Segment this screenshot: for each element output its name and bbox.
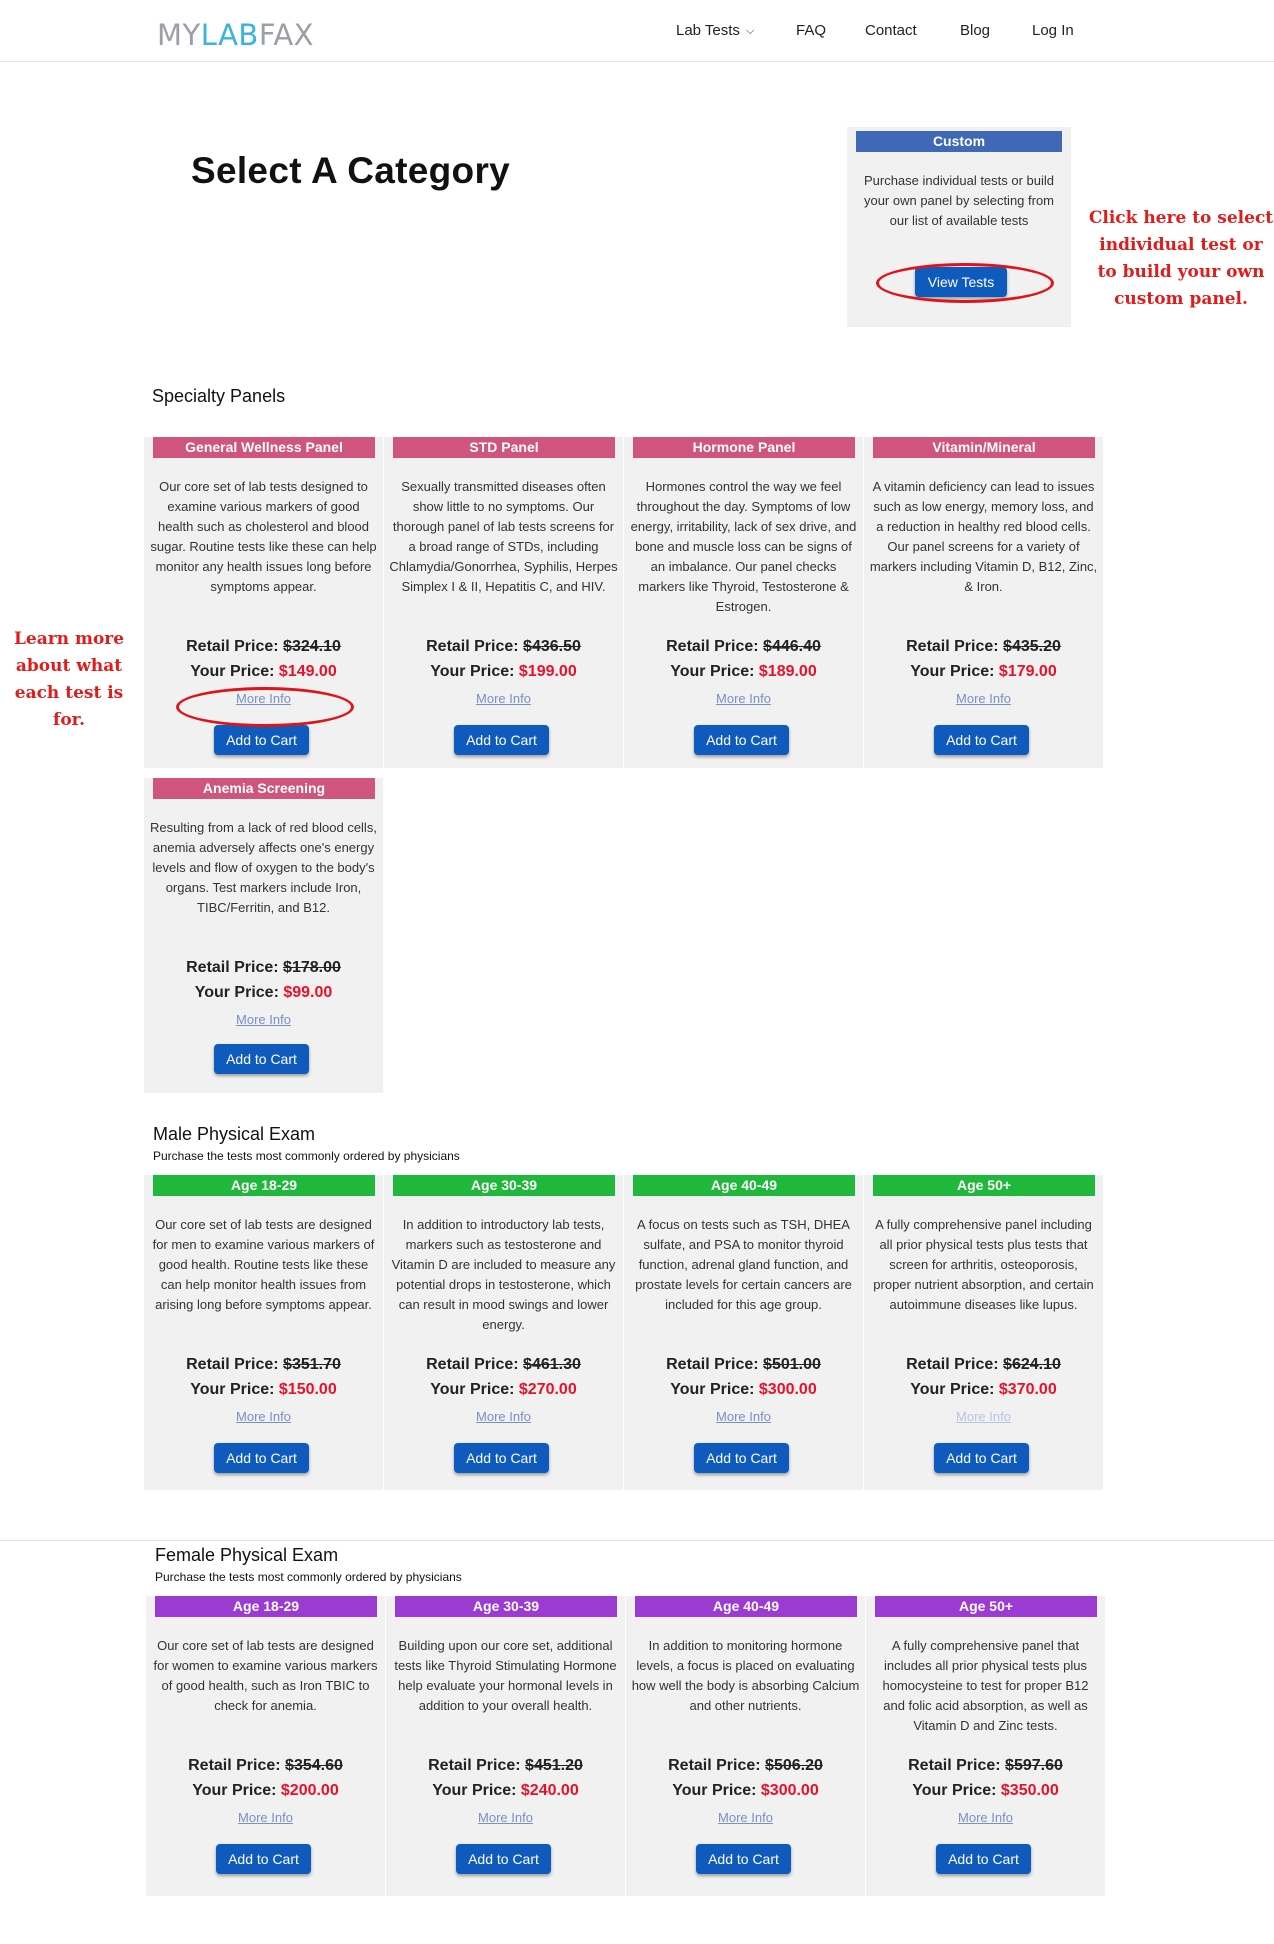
card-description: Sexually transmitted diseases often show little to no symptoms. Our thorough panel of lab tests screens for a broad range of STDs, including Chlamydia/Gonorrhea, Syphilis, Herpes Simplex I & II, Hepatitis C, and HIV. xyxy=(389,479,618,594)
more-info-link[interactable]: More Info xyxy=(478,1810,533,1825)
card-anemia-screening xyxy=(144,778,383,1093)
retail-price xyxy=(864,638,1103,656)
your-price-value: $200.00 xyxy=(280,1782,339,1799)
retail-price xyxy=(144,638,383,656)
retail-price-value: $446.40 xyxy=(763,638,821,655)
your-price-value: $199.00 xyxy=(518,663,577,680)
logo-part-lab: LAB xyxy=(200,18,259,52)
nav-log-in[interactable]: Log In xyxy=(1032,22,1074,39)
card-title: Age 40-49 xyxy=(635,1596,857,1617)
card-title: Age 50+ xyxy=(873,1175,1095,1196)
add-to-cart-wrap xyxy=(934,1443,1029,1473)
retail-price-value: $436.50 xyxy=(523,638,581,655)
retail-price-value: $451.20 xyxy=(525,1757,583,1774)
your-price-label: Your Price: xyxy=(194,984,279,1001)
more-info-link[interactable]: More Info xyxy=(958,1810,1013,1825)
card-description: In addition to introductory lab tests, markers such as testosterone and Vitamin D are included to measure any potential drops in testosterone, which can result in mood swings and lower energy. xyxy=(391,1217,616,1332)
card-description: Our core set of lab tests are designed for men to examine various markers of good health. Routine tests like these can help monitor health issues from arising long before symptoms appear. xyxy=(152,1217,375,1312)
retail-price xyxy=(624,1356,863,1374)
card-female-age-50-plus xyxy=(866,1596,1105,1896)
view-tests-button-wrap xyxy=(915,267,1007,297)
your-price-label: Your Price: xyxy=(432,1782,517,1799)
add-to-cart-button[interactable]: Add to Cart xyxy=(696,1844,791,1874)
card-title: Age 18-29 xyxy=(153,1175,375,1196)
site-header xyxy=(0,0,1274,62)
add-to-cart-button[interactable]: Add to Cart xyxy=(214,725,309,755)
retail-price-value: $435.20 xyxy=(1003,638,1061,655)
retail-price xyxy=(626,1757,865,1775)
add-to-cart-wrap xyxy=(456,1844,551,1874)
card-description: A vitamin deficiency can lead to issues such as low energy, memory loss, and a reduction in healthy red blood cells. Our panel screens for a variety of markers including Vitamin D, B12, Zinc, & Iron. xyxy=(869,479,1098,594)
retail-price-label: Retail Price: xyxy=(906,1356,999,1373)
card-description: Our core set of lab tests designed to examine various markers of good health such as cholesterol and blood sugar. Routine tests like these can help monitor any health issues long before symptoms appear. xyxy=(150,479,377,594)
card-hormone-panel xyxy=(624,437,863,768)
add-to-cart-button[interactable]: Add to Cart xyxy=(214,1443,309,1473)
female-exam-title: Female Physical Exam xyxy=(155,1545,339,1565)
nav-blog[interactable]: Blog xyxy=(960,22,991,39)
retail-price xyxy=(864,1356,1103,1374)
card-description: Resulting from a lack of red blood cells, anemia adversely affects one's energy levels and flow of oxygen to the body's organs. Test markers include Iron, TIBC/Ferritin, and B12. xyxy=(150,820,377,915)
card-description: A focus on tests such as TSH, DHEA sulfate, and PSA to monitor thyroid function, adrenal gland function, and prostate levels for certain cancers are included for this age group. xyxy=(635,1217,852,1312)
add-to-cart-wrap xyxy=(214,1044,309,1074)
add-to-cart-wrap xyxy=(214,725,309,755)
retail-price-value: $461.30 xyxy=(523,1356,581,1373)
retail-price-value: $351.70 xyxy=(283,1356,341,1373)
card-male-age-40-49 xyxy=(624,1175,863,1490)
your-price xyxy=(864,663,1103,681)
retail-price-label: Retail Price: xyxy=(668,1757,761,1774)
more-info-link[interactable]: More Info xyxy=(718,1810,773,1825)
retail-price xyxy=(144,1356,383,1374)
your-price xyxy=(864,1381,1103,1399)
add-to-cart-wrap xyxy=(216,1844,311,1874)
retail-price-label: Retail Price: xyxy=(426,1356,519,1373)
add-to-cart-button[interactable]: Add to Cart xyxy=(456,1844,551,1874)
card-vitamin-mineral xyxy=(864,437,1103,768)
retail-price-label: Retail Price: xyxy=(188,1757,281,1774)
your-price-value: $350.00 xyxy=(1000,1782,1059,1799)
retail-price-value: $324.10 xyxy=(283,638,341,655)
your-price xyxy=(386,1782,625,1800)
card-description: Building upon our core set, additional tests like Thyroid Stimulating Hormone help evaluate your hormonal levels in addition to your overall health. xyxy=(394,1638,617,1713)
retail-price-value: $506.20 xyxy=(765,1757,823,1774)
add-to-cart-button[interactable]: Add to Cart xyxy=(454,725,549,755)
card-title: Anemia Screening xyxy=(153,778,375,799)
retail-price xyxy=(146,1757,385,1775)
card-title: Age 18-29 xyxy=(155,1596,377,1617)
retail-price-label: Retail Price: xyxy=(666,638,759,655)
more-info-link[interactable]: More Info xyxy=(956,691,1011,706)
add-to-cart-button[interactable]: Add to Cart xyxy=(216,1844,311,1874)
retail-price-value: $624.10 xyxy=(1003,1356,1061,1373)
card-female-age-40-49 xyxy=(626,1596,865,1896)
your-price-value: $99.00 xyxy=(283,984,333,1001)
add-to-cart-button[interactable]: Add to Cart xyxy=(934,725,1029,755)
add-to-cart-wrap xyxy=(454,725,549,755)
card-description: Hormones control the way we feel throughout the day. Symptoms of low energy, irritability, lack of sex drive, and bone and muscle loss can be signs of an imbalance. Our panel checks markers like Thyroid, Testosterone & Estrogen. xyxy=(630,479,857,614)
page-title: Select A Category xyxy=(191,150,511,191)
your-price-value: $370.00 xyxy=(998,1381,1057,1398)
add-to-cart-wrap xyxy=(454,1443,549,1473)
retail-price-label: Retail Price: xyxy=(426,638,519,655)
add-to-cart-button[interactable]: Add to Cart xyxy=(694,1443,789,1473)
retail-price-value: $354.60 xyxy=(285,1757,343,1774)
your-price-label: Your Price: xyxy=(190,663,275,680)
your-price-label: Your Price: xyxy=(430,663,515,680)
your-price-label: Your Price: xyxy=(192,1782,277,1799)
custom-panel-card xyxy=(847,127,1071,327)
your-price-value: $150.00 xyxy=(278,1381,337,1398)
retail-price-label: Retail Price: xyxy=(428,1757,521,1774)
card-female-age-30-39 xyxy=(386,1596,625,1896)
add-to-cart-wrap xyxy=(696,1844,791,1874)
add-to-cart-wrap xyxy=(936,1844,1031,1874)
your-price-label: Your Price: xyxy=(910,1381,995,1398)
card-description: Our core set of lab tests are designed for women to examine various markers of good health, such as Iron TBIC to check for anemia. xyxy=(153,1638,378,1713)
male-exam-subtitle: Purchase the tests most commonly ordered by physicians xyxy=(153,1149,460,1163)
more-info-link[interactable]: More Info xyxy=(716,1409,771,1424)
your-price xyxy=(624,663,863,681)
your-price-value: $189.00 xyxy=(758,663,817,680)
your-price-label: Your Price: xyxy=(912,1782,997,1799)
card-description: A fully comprehensive panel including all prior physical tests plus tests that screen for arthritis, osteoporosis, proper nutrient absorption, and certain autoimmune diseases like lupus. xyxy=(873,1217,1094,1312)
more-info-link[interactable]: More Info xyxy=(476,1409,531,1424)
your-price-value: $300.00 xyxy=(758,1381,817,1398)
retail-price-label: Retail Price: xyxy=(906,638,999,655)
add-to-cart-wrap xyxy=(694,1443,789,1473)
your-price-value: $270.00 xyxy=(518,1381,577,1398)
your-price xyxy=(144,1381,383,1399)
retail-price xyxy=(384,638,623,656)
card-general-wellness xyxy=(144,437,383,768)
your-price xyxy=(626,1782,865,1800)
nav-faq[interactable]: FAQ xyxy=(796,22,827,39)
your-price xyxy=(144,663,383,681)
your-price xyxy=(384,1381,623,1399)
your-price xyxy=(866,1782,1105,1800)
retail-price xyxy=(386,1757,625,1775)
more-info-link[interactable]: More Info xyxy=(236,1012,291,1027)
retail-price-value: $178.00 xyxy=(283,959,341,976)
card-title: STD Panel xyxy=(393,437,615,458)
retail-price-value: $501.00 xyxy=(763,1356,821,1373)
your-price-label: Your Price: xyxy=(910,663,995,680)
view-tests-button[interactable]: View Tests xyxy=(915,267,1007,297)
your-price-value: $149.00 xyxy=(278,663,337,680)
retail-price xyxy=(624,638,863,656)
card-title: Age 30-39 xyxy=(395,1596,617,1617)
retail-price-label: Retail Price: xyxy=(186,959,279,976)
card-title: Age 50+ xyxy=(875,1596,1097,1617)
retail-price-label: Retail Price: xyxy=(908,1757,1001,1774)
add-to-cart-button[interactable]: Add to Cart xyxy=(934,1443,1029,1473)
your-price-value: $179.00 xyxy=(998,663,1057,680)
male-exam-title: Male Physical Exam xyxy=(153,1124,316,1144)
card-description: A fully comprehensive panel that includes all prior physical tests plus homocysteine to test for proper B12 and folic acid absorption, as well as Vitamin D and Zinc tests. xyxy=(882,1638,1089,1733)
your-price xyxy=(624,1381,863,1399)
card-std-panel xyxy=(384,437,623,768)
your-price xyxy=(144,984,383,1002)
your-price-label: Your Price: xyxy=(672,1782,757,1799)
your-price-label: Your Price: xyxy=(190,1381,275,1398)
section-divider xyxy=(0,1540,1274,1541)
card-title: Age 30-39 xyxy=(393,1175,615,1196)
your-price xyxy=(146,1782,385,1800)
retail-price-value: $597.60 xyxy=(1005,1757,1063,1774)
card-title: Hormone Panel xyxy=(633,437,855,458)
add-to-cart-wrap xyxy=(694,725,789,755)
nav-lab-tests[interactable] xyxy=(676,22,754,39)
more-info-link[interactable]: More Info xyxy=(236,1409,291,1424)
annotation-more-info: Learn more about what each test is for. xyxy=(13,629,125,730)
more-info-link[interactable]: More Info xyxy=(236,691,291,706)
specialty-panels-title: Specialty Panels xyxy=(152,386,286,406)
more-info-link[interactable]: More Info xyxy=(716,691,771,706)
logo-part-my: MY xyxy=(157,18,201,52)
more-info-link[interactable]: More Info xyxy=(476,691,531,706)
more-info-link[interactable]: More Info xyxy=(238,1810,293,1825)
card-description: In addition to monitoring hormone levels, a focus is placed on evaluating how well the body is absorbing Calcium and other nutrients. xyxy=(631,1638,860,1713)
add-to-cart-button[interactable]: Add to Cart xyxy=(936,1844,1031,1874)
card-title: General Wellness Panel xyxy=(153,437,375,458)
add-to-cart-button[interactable]: Add to Cart xyxy=(454,1443,549,1473)
retail-price xyxy=(384,1356,623,1374)
logo-part-fax: FAX xyxy=(258,18,315,52)
female-exam-subtitle: Purchase the tests most commonly ordered by physicians xyxy=(155,1570,462,1584)
your-price-label: Your Price: xyxy=(430,1381,515,1398)
retail-price xyxy=(866,1757,1105,1775)
add-to-cart-wrap xyxy=(934,725,1029,755)
site-logo[interactable] xyxy=(157,18,314,52)
retail-price-label: Retail Price: xyxy=(186,1356,279,1373)
card-male-age-18-29 xyxy=(144,1175,383,1490)
add-to-cart-button[interactable]: Add to Cart xyxy=(694,725,789,755)
retail-price-label: Retail Price: xyxy=(666,1356,759,1373)
retail-price-label: Retail Price: xyxy=(186,638,279,655)
custom-card-description: Purchase individual tests or build your own panel by selecting from our list of available tests xyxy=(863,173,1055,228)
your-price-label: Your Price: xyxy=(670,663,755,680)
more-info-link[interactable]: More Info xyxy=(956,1409,1011,1424)
annotation-custom-panel: Click here to select individual test or to build your own custom panel. xyxy=(1088,208,1274,309)
nav-lab-tests-label: Lab Tests xyxy=(676,22,740,39)
add-to-cart-wrap xyxy=(214,1443,309,1473)
card-male-age-30-39 xyxy=(384,1175,623,1490)
your-price-value: $300.00 xyxy=(760,1782,819,1799)
card-male-age-50-plus xyxy=(864,1175,1103,1490)
add-to-cart-button[interactable]: Add to Cart xyxy=(214,1044,309,1074)
custom-card-title: Custom xyxy=(856,131,1062,152)
card-title: Age 40-49 xyxy=(633,1175,855,1196)
card-female-age-18-29 xyxy=(146,1596,385,1896)
card-title: Vitamin/Mineral xyxy=(873,437,1095,458)
chevron-down-icon: ⌵ xyxy=(745,25,755,37)
your-price-label: Your Price: xyxy=(670,1381,755,1398)
retail-price xyxy=(144,959,383,977)
your-price-value: $240.00 xyxy=(520,1782,579,1799)
nav-contact[interactable]: Contact xyxy=(865,22,917,39)
your-price xyxy=(384,663,623,681)
